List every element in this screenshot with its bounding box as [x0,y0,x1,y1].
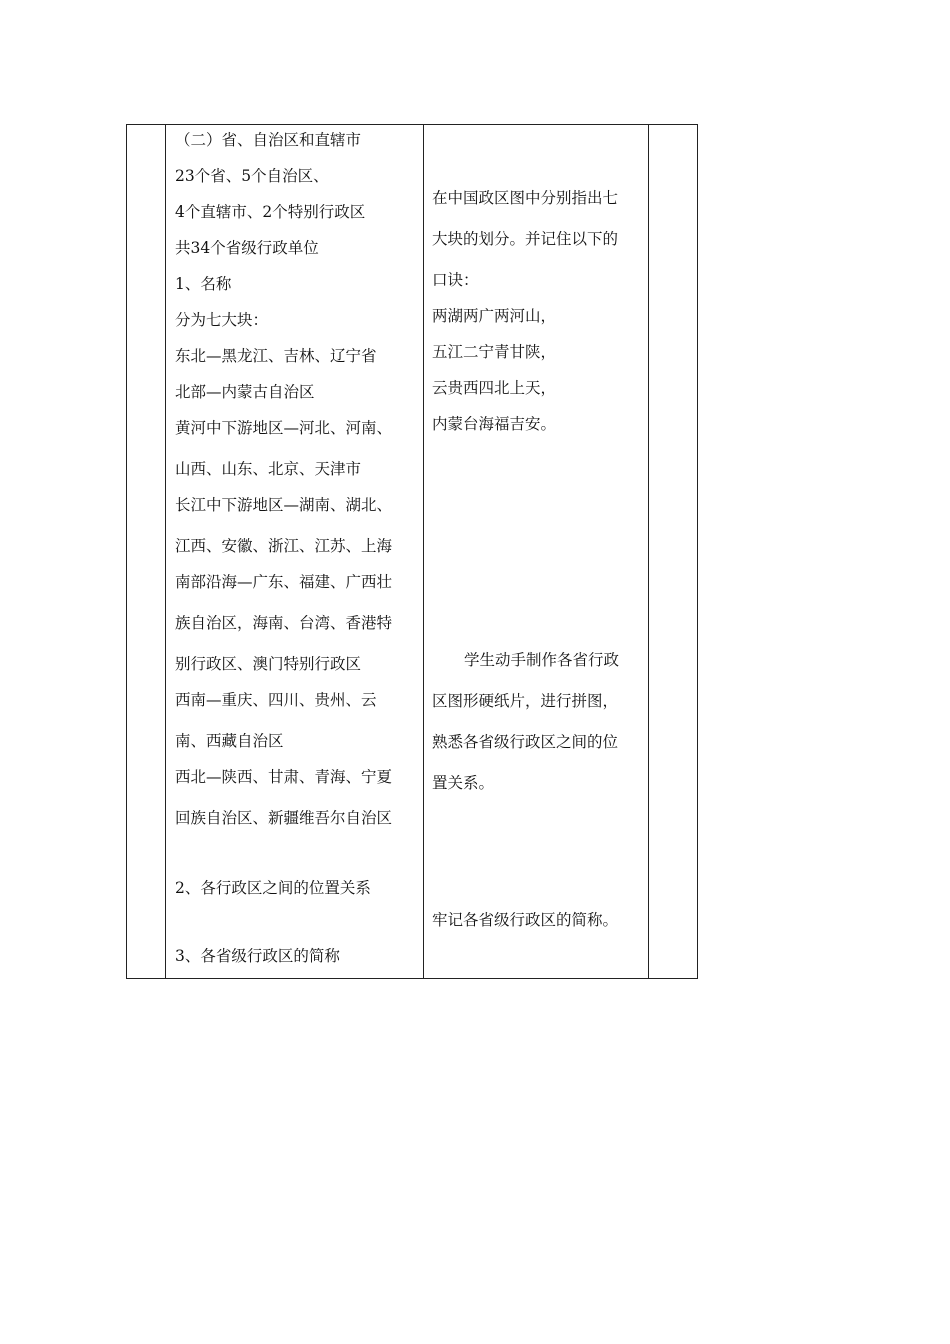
activity-line: 置关系。 [432,774,495,792]
mnemonic-line: 五江二宁青甘陕， [432,343,557,361]
region-south-coast-cont: 族自治区，海南、台湾、香港特 [175,614,393,632]
region-yangtze-cont: 江西、安徽、浙江、江苏、上海 [175,537,393,555]
region-southwest: 西南—重庆、四川、贵州、云 [175,691,377,709]
content-line: 共34个省级行政单位 [175,239,319,257]
section-heading: （二）省、自治区和直辖市 [175,131,362,149]
activity-line: 在中国政区图中分别指出七 [432,189,619,207]
lesson-table [126,124,698,979]
region-north: 北部—内蒙古自治区 [175,383,315,401]
subheading-abbreviations: 3、各省级行政区的简称 [175,947,340,965]
mnemonic-line: 内蒙台海福吉安。 [432,415,557,433]
activity-line: 牢记各省级行政区的简称。 [432,911,619,929]
subheading-positions: 2、各行政区之间的位置关系 [175,879,371,897]
column-divider-1 [165,125,166,978]
content-line: 23个省、5个自治区、 [175,167,329,185]
activity-line: 区图形硬纸片，进行拼图， [432,692,619,710]
column-divider-3 [648,125,649,978]
region-northeast: 东北—黑龙江、吉林、辽宁省 [175,347,377,365]
activity-line: 熟悉各省级行政区之间的位 [432,733,619,751]
column-divider-2 [423,125,424,978]
subheading-names: 1、名称 [175,275,232,293]
region-northwest: 西北—陕西、甘肃、青海、宁夏 [175,768,393,786]
region-south-coast: 南部沿海—广东、福建、广西壮 [175,573,393,591]
content-line: 分为七大块： [175,311,269,329]
region-yangtze: 长江中下游地区—湖南、湖北、 [175,496,393,514]
region-yellow-river-cont: 山西、山东、北京、天津市 [175,460,362,478]
region-yellow-river: 黄河中下游地区—河北、河南、 [175,419,393,437]
activity-line: 学生动手制作各省行政 [464,651,620,669]
region-northwest-cont: 回族自治区、新疆维吾尔自治区 [175,809,393,827]
activity-line: 大块的划分。并记住以下的 [432,230,619,248]
region-south-coast-cont: 别行政区、澳门特别行政区 [175,655,362,673]
activity-line: 口诀： [432,271,479,289]
content-line: 4个直辖市、2个特别行政区 [175,203,366,221]
mnemonic-line: 两湖两广两河山， [432,307,557,325]
mnemonic-line: 云贵西四北上天， [432,379,557,397]
region-southwest-cont: 南、西藏自治区 [175,732,284,750]
